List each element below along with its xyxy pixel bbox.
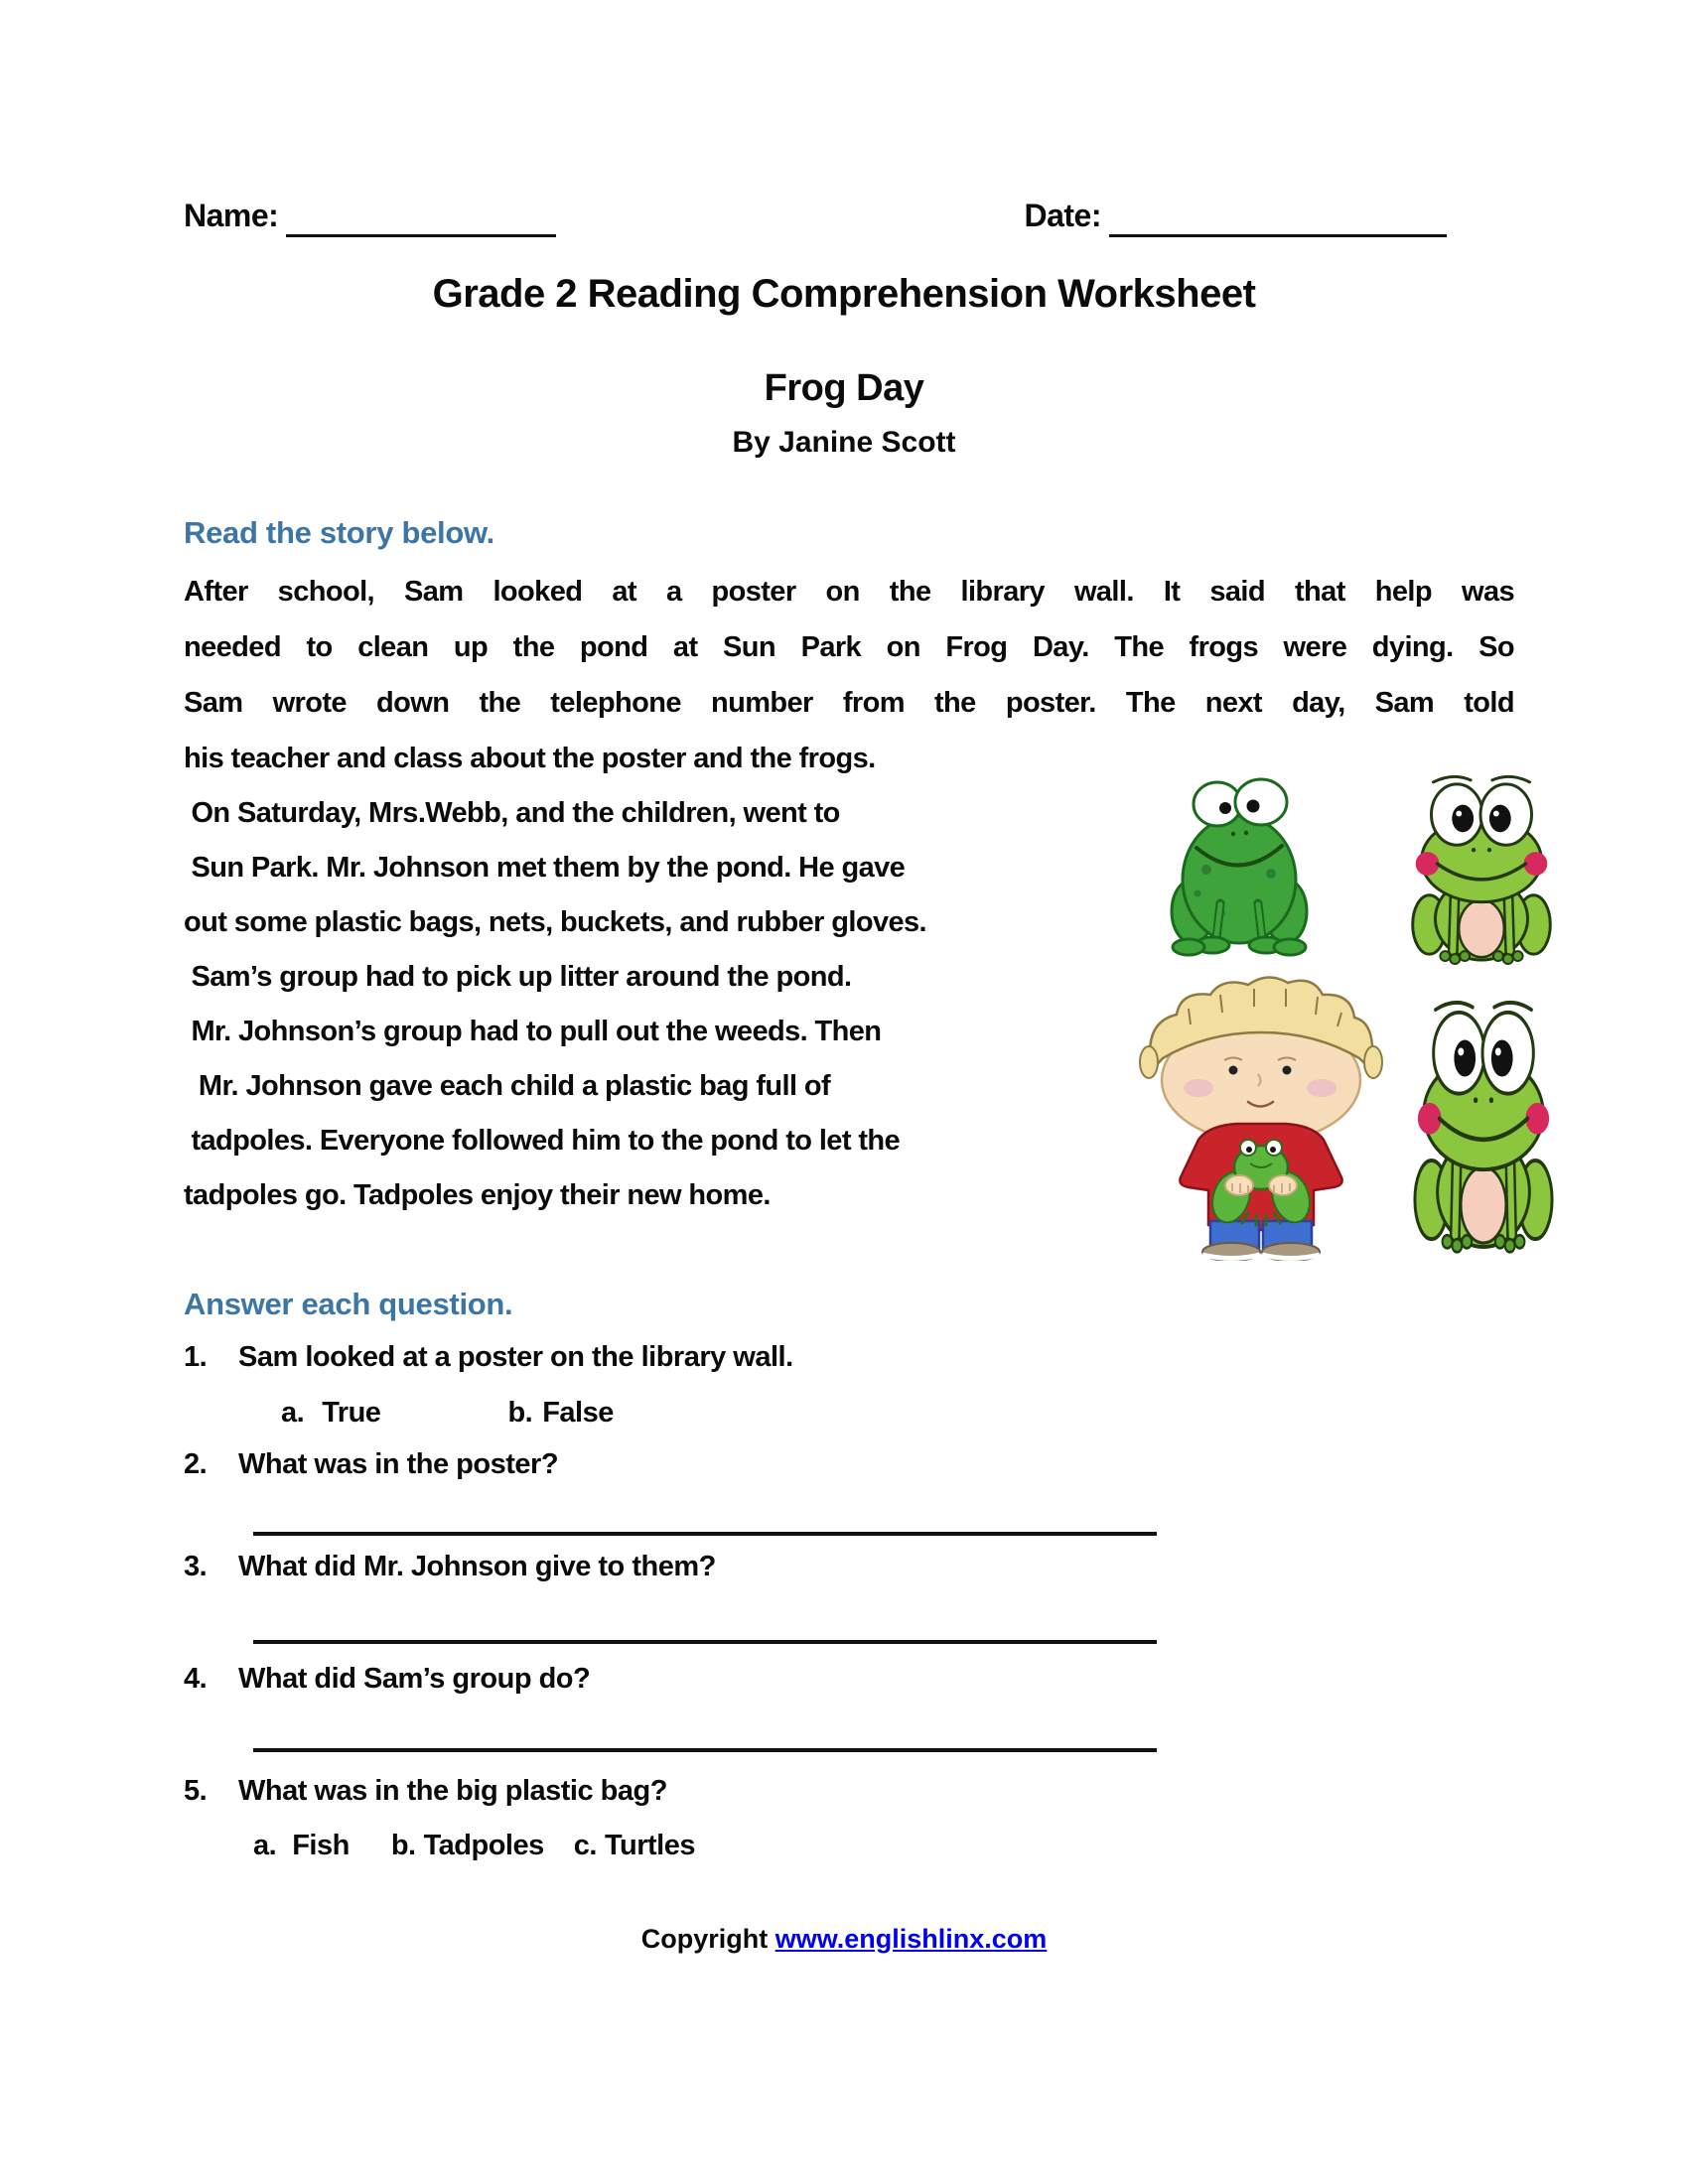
question-3-text: What did Mr. Johnson give to them? bbox=[238, 1551, 716, 1582]
story-line: his teacher and class about the poster and the frogs. bbox=[184, 743, 876, 774]
story-line: On Saturday, Mrs.Webb, and the children, went to bbox=[184, 797, 840, 829]
option-c-label: c. bbox=[573, 1830, 597, 1861]
question-4 bbox=[184, 1656, 590, 1702]
green-frog-clipart bbox=[1165, 772, 1314, 961]
question-2-number: 2. bbox=[184, 1448, 208, 1480]
read-instruction-heading: Read the story below. bbox=[184, 515, 494, 550]
story-line: tadpoles go. Tadpoles enjoy their new home. bbox=[184, 1179, 771, 1211]
illustration-grid bbox=[1137, 766, 1604, 1263]
name-blank-line bbox=[286, 194, 556, 237]
story-line: out some plastic bags, nets, buckets, and rubber gloves. bbox=[184, 906, 926, 938]
question-1-number: 1. bbox=[184, 1341, 208, 1373]
boy-holding-frog-clipart bbox=[1137, 963, 1385, 1261]
page-title: Grade 2 Reading Comprehension Worksheet bbox=[432, 272, 1256, 316]
answer-blank-line bbox=[253, 1640, 1157, 1644]
option-b-text: False bbox=[542, 1397, 614, 1429]
story-line: Mr. Johnson gave each child a plastic bag full of bbox=[184, 1070, 831, 1102]
option-b-text: Tadpoles bbox=[423, 1830, 544, 1861]
answer-instruction-heading: Answer each question. bbox=[184, 1287, 513, 1321]
option-b-label: b. bbox=[390, 1830, 416, 1861]
story-paragraph-wrapped bbox=[184, 786, 1137, 1223]
question-1-options bbox=[281, 1392, 614, 1433]
answer-blank-line bbox=[253, 1532, 1157, 1536]
header-row bbox=[184, 194, 1447, 237]
option-a-text: Fish bbox=[292, 1830, 350, 1861]
option-a-text: True bbox=[322, 1397, 381, 1429]
question-5 bbox=[184, 1768, 667, 1814]
story-line: needed to clean up the pond at Sun Park on Frog Day. The frogs were dying. So bbox=[184, 631, 1514, 663]
question-5-number: 5. bbox=[184, 1775, 208, 1807]
question-1 bbox=[184, 1334, 793, 1380]
pink-cheek-frog-clipart bbox=[1410, 993, 1557, 1255]
option-a-label: a. bbox=[281, 1397, 305, 1429]
copyright-label: Copyright bbox=[640, 1924, 775, 1954]
story-line: After school, Sam looked at a poster on the library wall. It said that help was bbox=[184, 576, 1514, 608]
date-blank-line bbox=[1109, 194, 1447, 237]
story-line: Sun Park. Mr. Johnson met them by the pond. He gave bbox=[184, 852, 906, 884]
story-line: Sam wrote down the telephone number from the poster. The next day, Sam told bbox=[184, 687, 1514, 719]
footer-copyright bbox=[0, 1922, 1688, 1956]
question-1-text: Sam looked at a poster on the library wall. bbox=[238, 1341, 793, 1373]
question-2-text: What was in the poster? bbox=[238, 1448, 559, 1480]
question-4-text: What did Sam’s group do? bbox=[238, 1663, 591, 1695]
question-3 bbox=[184, 1544, 716, 1589]
story-byline: By Janine Scott bbox=[732, 426, 956, 459]
question-5-text: What was in the big plastic bag? bbox=[238, 1775, 667, 1807]
option-c-text: Turtles bbox=[604, 1830, 695, 1861]
story-paragraph-justified bbox=[184, 564, 1514, 786]
date-field bbox=[1024, 194, 1447, 237]
question-4-number: 4. bbox=[184, 1663, 208, 1695]
pink-cheek-frog-clipart bbox=[1407, 769, 1556, 966]
story-line: tadpoles. Everyone followed him to the pond to let the bbox=[184, 1125, 901, 1157]
story-line: Mr. Johnson’s group had to pull out the weeds. Then bbox=[184, 1016, 882, 1047]
englishlinx-link[interactable]: www.englishlinx.com bbox=[774, 1924, 1048, 1954]
date-label: Date: bbox=[1024, 198, 1101, 233]
story-title: Frog Day bbox=[764, 367, 924, 409]
question-2 bbox=[184, 1441, 558, 1487]
name-field bbox=[184, 194, 556, 237]
option-b-label: b. bbox=[507, 1397, 533, 1429]
answer-blank-line bbox=[253, 1748, 1157, 1752]
question-5-options bbox=[253, 1825, 695, 1866]
option-a-label: a. bbox=[253, 1830, 277, 1861]
name-label: Name: bbox=[184, 198, 279, 233]
question-3-number: 3. bbox=[184, 1551, 208, 1582]
story-line: Sam’s group had to pick up litter around the pond. bbox=[184, 961, 852, 993]
